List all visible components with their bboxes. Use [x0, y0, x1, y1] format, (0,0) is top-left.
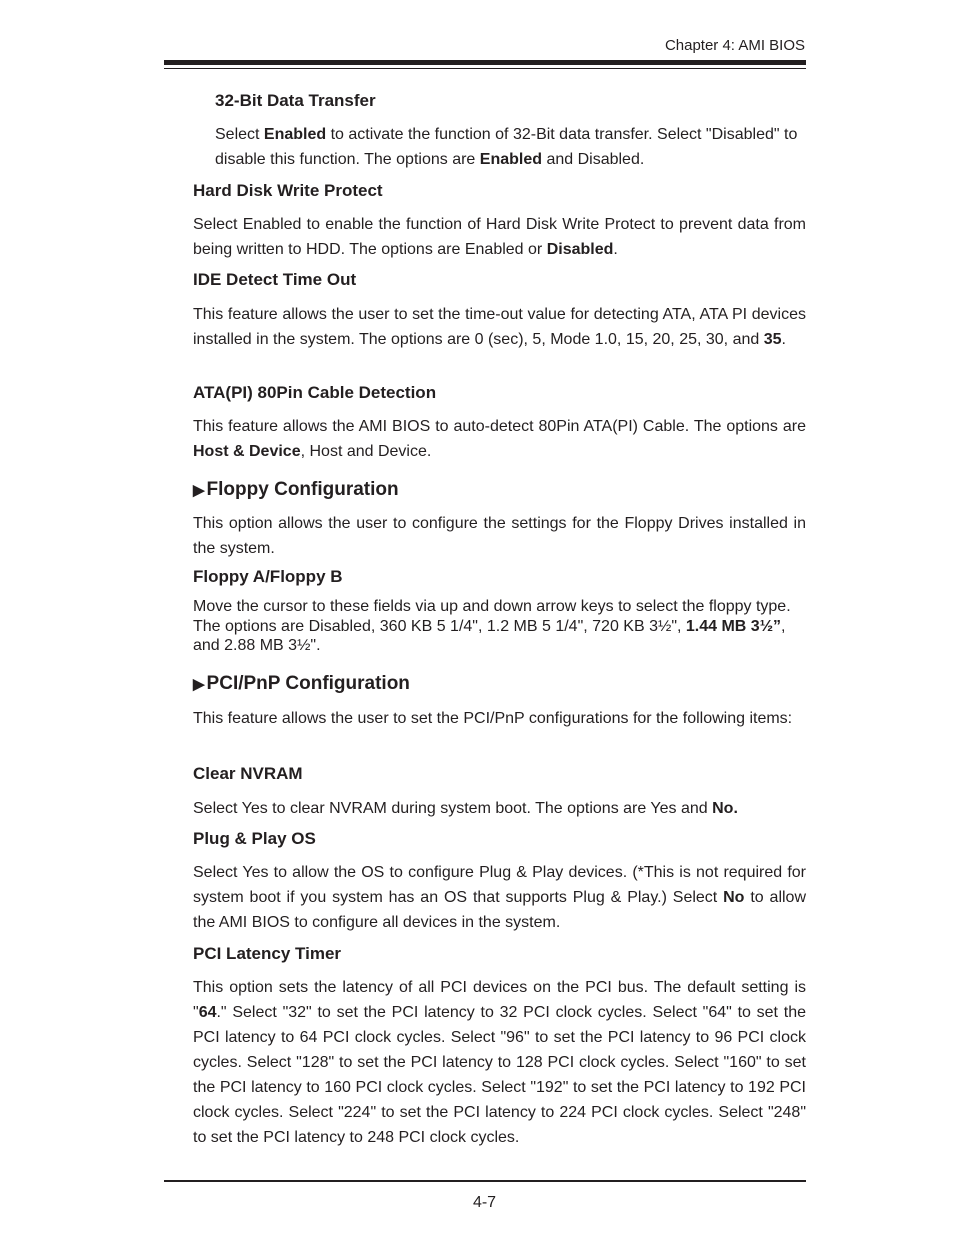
text-run: to activate the function of 32-Bit data transfer. Select "Disabled" to disable this function. The options are [215, 126, 798, 168]
bold-run: 1.44 MB 3½” [685, 617, 782, 635]
text-run: Select Yes to allow the OS to configure Plug & Play devices. (*This is not required for system boot if you system has an OS that supports Plug & Play.) Select [193, 864, 806, 906]
header-rule-thick [164, 60, 806, 65]
chapter-header: Chapter 4: AMI BIOS [664, 37, 805, 54]
bold-run: Enabled [263, 126, 327, 143]
para-plug-and-play-os [193, 860, 806, 935]
para-ide-detect-time-out [193, 302, 806, 352]
bold-run: No. [712, 800, 738, 817]
para-pci-latency-timer [193, 975, 806, 1150]
bold-run: Disabled [546, 241, 614, 258]
heading-hard-disk-write-protect: Hard Disk Write Protect [193, 181, 383, 200]
bold-run: 64 [198, 1004, 217, 1021]
heading-ide-detect-time-out: IDE Detect Time Out [193, 270, 357, 289]
triangle-right-icon: ▶ [193, 482, 205, 499]
text-run: to allow the AMI BIOS to configure all devices in the system. [193, 889, 806, 931]
text-run: This option sets the latency of all PCI devices on the PCI bus. The default setting is " [193, 979, 806, 1021]
text-run: . [781, 331, 786, 348]
text-run: Select Enabled to enable the function of Hard Disk Write Protect to prevent data from being written to HDD. The options are Enabled or [193, 216, 806, 258]
bold-run: No [723, 889, 745, 906]
para-floppy-configuration: This option allows the user to configure the settings for the Floppy Drives installed in the system. [193, 515, 806, 557]
heading-pci-pnp-configuration [193, 673, 410, 695]
text-run: Move the cursor to these fields via up and down arrow keys to select the floppy type. The options are Disabled, 360 KB 5 1/4", 1.2 MB 5 1/4", 720 KB 3½", [193, 598, 791, 635]
page-number: 4-7 [472, 1194, 497, 1211]
text-run: , Host and Device. [300, 443, 432, 460]
para-ata-80pin-cable-detection [193, 414, 806, 464]
text-run: This feature allows the AMI BIOS to auto-detect 80Pin ATA(PI) Cable. The options are [193, 418, 806, 435]
para-clear-nvram [193, 796, 806, 821]
para-pci-pnp-configuration: This feature allows the user to set the PCI/PnP configurations for the following items: [193, 710, 793, 727]
heading-pci-latency-timer: PCI Latency Timer [193, 944, 342, 963]
footer-rule [164, 1180, 806, 1182]
text-run: , and 2.88 MB 3½". [193, 617, 786, 654]
para-floppy-a-floppy-b [193, 597, 806, 656]
heading-clear-nvram: Clear NVRAM [193, 764, 303, 783]
para-32bit-data-transfer [215, 122, 806, 172]
heading-text: PCI/PnP Configuration [206, 673, 410, 694]
text-run: . [613, 241, 618, 258]
bold-run: 35 [763, 331, 782, 348]
heading-32bit-data-transfer: 32-Bit Data Transfer [215, 91, 376, 110]
bold-run: Enabled [479, 151, 542, 168]
heading-text: Floppy Configuration [206, 479, 399, 500]
heading-ata-80pin-cable-detection: ATA(PI) 80Pin Cable Detection [193, 383, 437, 402]
text-run: ." Select "32" to set the PCI latency to 32 PCI clock cycles. Select "64" to set the PCI latency to 64 PCI clock cycles. Select "96" to set the PCI latency to 96 PCI clock cycles. Select "128" to set the PCI latency to 128 PCI clock cycles. Select "160" to set the PCI latency to 160 PCI clock cycles. Select "192" to set the PCI latency to 192 PCI clock cycles. Select "224" to set the PCI latency to 224 PCI clock cycles. Select "248" to set the PCI latency to 248 PCI clock cycles. [193, 1004, 806, 1146]
header-rule-thin [164, 68, 806, 69]
heading-floppy-configuration [193, 479, 399, 501]
text-run: Select Yes to clear NVRAM during system boot. The options are Yes and [193, 800, 713, 817]
bold-run: Host & Device [193, 443, 301, 460]
triangle-right-icon: ▶ [193, 676, 205, 693]
text-run: This feature allows the user to set the time-out value for detecting ATA, ATA PI devices installed in the system. The options are 0 (sec), 5, Mode 1.0, 15, 20, 25, 30, and [193, 306, 806, 348]
text-run: and Disabled. [542, 151, 645, 168]
heading-floppy-a-floppy-b: Floppy A/Floppy B [193, 567, 343, 586]
para-hard-disk-write-protect [193, 212, 806, 262]
heading-plug-and-play-os: Plug & Play OS [193, 829, 316, 848]
text-run: Select [215, 126, 264, 143]
